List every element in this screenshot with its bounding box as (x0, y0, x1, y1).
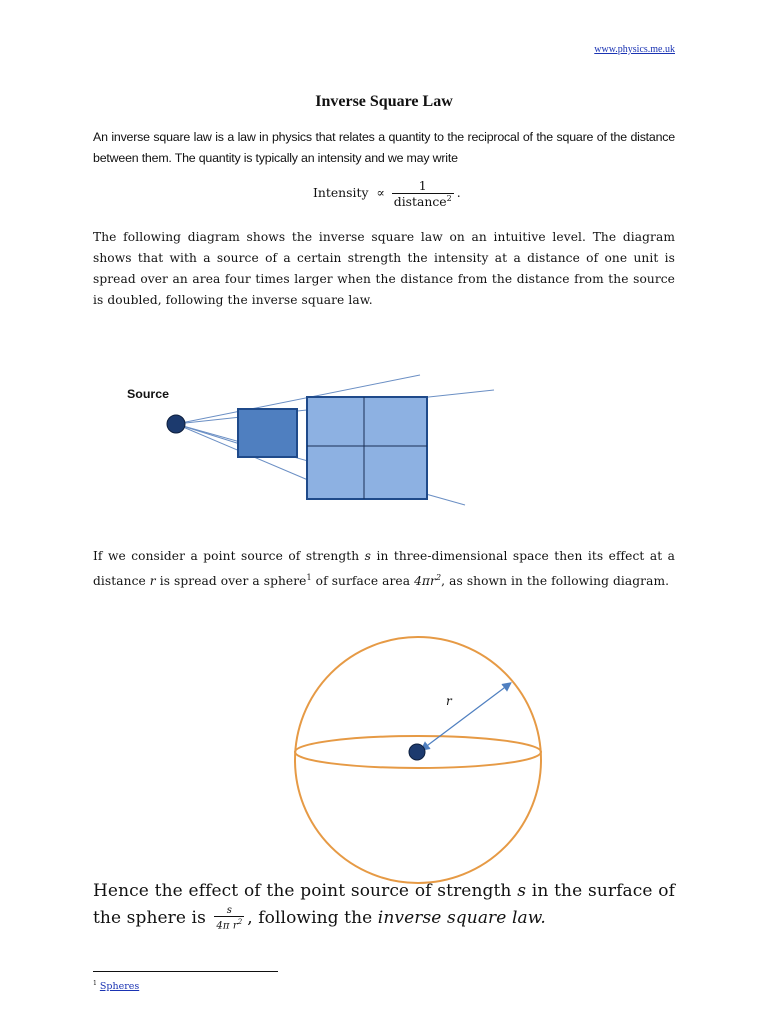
sphere-center-point (409, 744, 425, 760)
intro-paragraph: An inverse square law is a law in physics that relates a quantity to the reciprocal of the square of the distance between them. The quantity is typically an intensity and we may write (93, 130, 675, 165)
radius-label: r (446, 694, 452, 708)
header-website-link[interactable]: www.physics.me.uk (594, 44, 675, 55)
spheres-link[interactable]: Spheres (99, 981, 140, 993)
formula-denominator: distance$^2$ (393, 194, 452, 210)
inverse-square-law-term: inverse square law. (377, 908, 546, 928)
formula-lhs: Intensity (313, 185, 369, 201)
source-point (167, 415, 185, 433)
proportional-symbol: ∝ (376, 185, 385, 201)
large-square (307, 397, 427, 499)
footnote-reference[interactable]: 1 (306, 573, 312, 582)
sphere-diagram (295, 637, 541, 883)
footnote: $^1$ Spheres (93, 980, 140, 993)
strength-symbol: s (517, 881, 527, 901)
source-label: Source (127, 387, 170, 401)
ray-small (176, 424, 240, 444)
strength-over-area-fraction: $\frac{s}{4\pi r^2}$ (216, 905, 243, 932)
footnote-divider (93, 971, 278, 972)
page-title: Inverse Square Law (315, 93, 453, 110)
small-square (238, 409, 297, 457)
strength-symbol: s (364, 549, 372, 563)
conclusion-paragraph: Hence the effect of the point source of strength s in the surface of the sphere is $\frac{s}{4\pi r^2}$ , following the inverse square law. (93, 881, 675, 932)
surface-area-formula: $4\pi r^2$ (414, 573, 442, 589)
inverse-square-diagram (167, 375, 494, 505)
formula-numerator: 1 (418, 178, 427, 193)
sphere-paragraph: If we consider a point source of strength s in three-dimensional space then its effect at a distance r is spread over a sphere$^1$ of surface area $4\pi r^2$, as shown in the following diagram. (93, 549, 675, 589)
distance-symbol: r (149, 574, 156, 589)
formula-end: . (456, 185, 461, 201)
diagram-description-paragraph: The following diagram shows the inverse square law on an intuitive level. The diagram shows that with a source of a certain strength the intensity at a distance of one unit is spread over an area four times larger when the distance from the distance from the source is doubled, following the inverse square law. (93, 230, 675, 307)
